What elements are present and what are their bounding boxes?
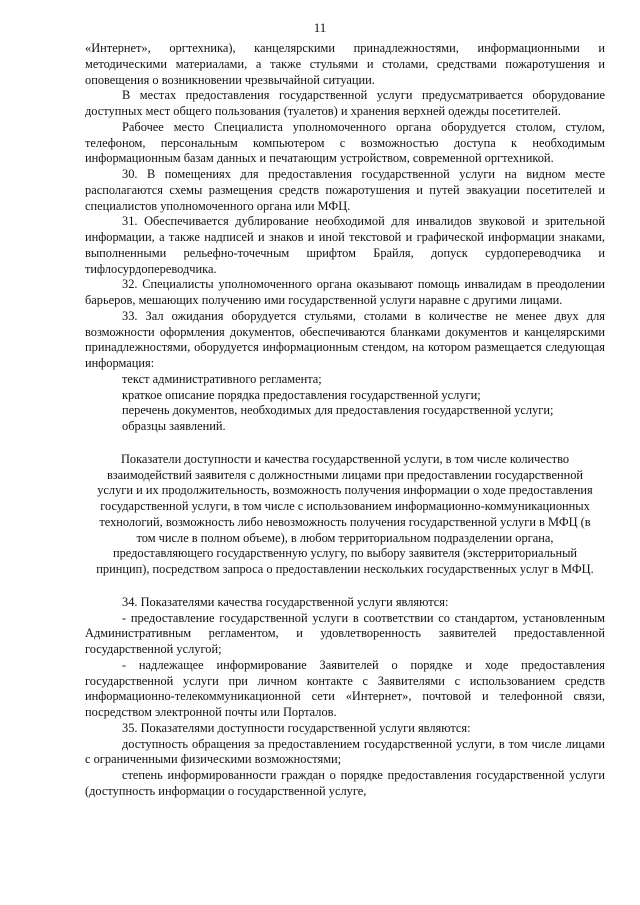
paragraph: В местах предоставления государственной услуги предусматривается оборудование доступных мест общего пользования (туалетов) и хранения верхней одежды посетителей. [85,88,605,118]
paragraph-35-item: степень информированности граждан о порядке предоставления государственной услуги (доступность информации о государственной услуге, [85,768,605,798]
page-number: 11 [313,20,327,35]
paragraph-35-item: доступность обращения за предоставлением государственной услуги, в том числе лицами с ограниченными физическими возможностями; [85,736,605,767]
section-heading: Показатели доступности и качества государственной услуги, в том числе количество взаимодействий заявителя с должностными лицами при предоставлении государственной услуги и их продолжительность, возможность получения информации о ходе предоставления государственной услуги, в том числе с использованием информационно-коммуникационных технологий, возможность либо невозможность получения государственной услуги в МФЦ (в том числе в полном объеме), в любом территориальном подразделении органа, предоставляющего государственную услугу, по выбору заявителя (экстерриториальный принцип), посредством запроса о предоставлении нескольких государственных услуг в МФЦ. [96,451,594,576]
paragraph-30: 30. В помещениях для предоставления государственной услуги на видном месте располагаются схемы размещения средств пожаротушения и путей эвакуации посетителей и специалистов уполномоченного органа или МФЦ. [85,167,605,213]
info-list-item: краткое описание порядка предоставления государственной услуги; [122,387,481,402]
paragraph: «Интернет», оргтехника), канцелярскими принадлежностями, информационными и методическими материалами, а также стульями и столами, средствами пожаротушения и оповещения о возникновении чрезвычайной ситуации. [85,41,605,87]
document-body [85,41,605,800]
info-list-item: образцы заявлений. [122,419,226,433]
paragraph: Рабочее место Специалиста уполномоченного органа оборудуется столом, стулом, телефоном, персональным компьютером с возможностью доступа к необходимым информационным базам данных и печатающим устройством, современной оргтехникой. [85,119,605,166]
paragraph-33: 33. Зал ожидания оборудуется стульями, столами в количестве не менее двух для возможности оформления документов, обеспечиваются бланками документов и канцелярскими принадлежностями, оборудуется информационным стендом, на котором размещается следующая информация: [85,308,605,370]
paragraph-34-title: 34. Показателями качества государственной услуги являются: [122,594,449,609]
info-list-item: перечень документов, необходимых для предоставления государственной услуги; [122,403,554,418]
paragraph-32: 32. Специалисты уполномоченного органа оказывают помощь инвалидам в преодолении барьеров, мешающих получению ими государственной услуги наравне с другими лицами. [85,277,605,307]
info-list-item: текст административного регламента; [122,371,322,386]
paragraph-31: 31. Обеспечивается дублирование необходимой для инвалидов звуковой и зрительной информации, а также надписей и знаков и иной текстовой и графической информации знаками, выполненными рельефно-точечным шрифтом Брайля, допуск сурдопереводчика и тифлосурдопереводчика. [85,214,605,276]
paragraph-35-title: 35. Показателями доступности государственной услуги являются: [122,720,471,735]
paragraph-34-item: - надлежащее информирование Заявителей о порядке и ходе предоставления государственной услуги при личном контакте с Заявителями с использованием средств информационно-телекоммуникационной сети «Интернет», почтовой и телефонной связи, посредством электронной почты или Порталов. [85,657,605,719]
paragraph-34-item: - предоставление государственной услуги в соответствии со стандартом, установленным Административным регламентом, и удовлетворенность заявителей предоставленной государственной услугой; [85,610,605,656]
